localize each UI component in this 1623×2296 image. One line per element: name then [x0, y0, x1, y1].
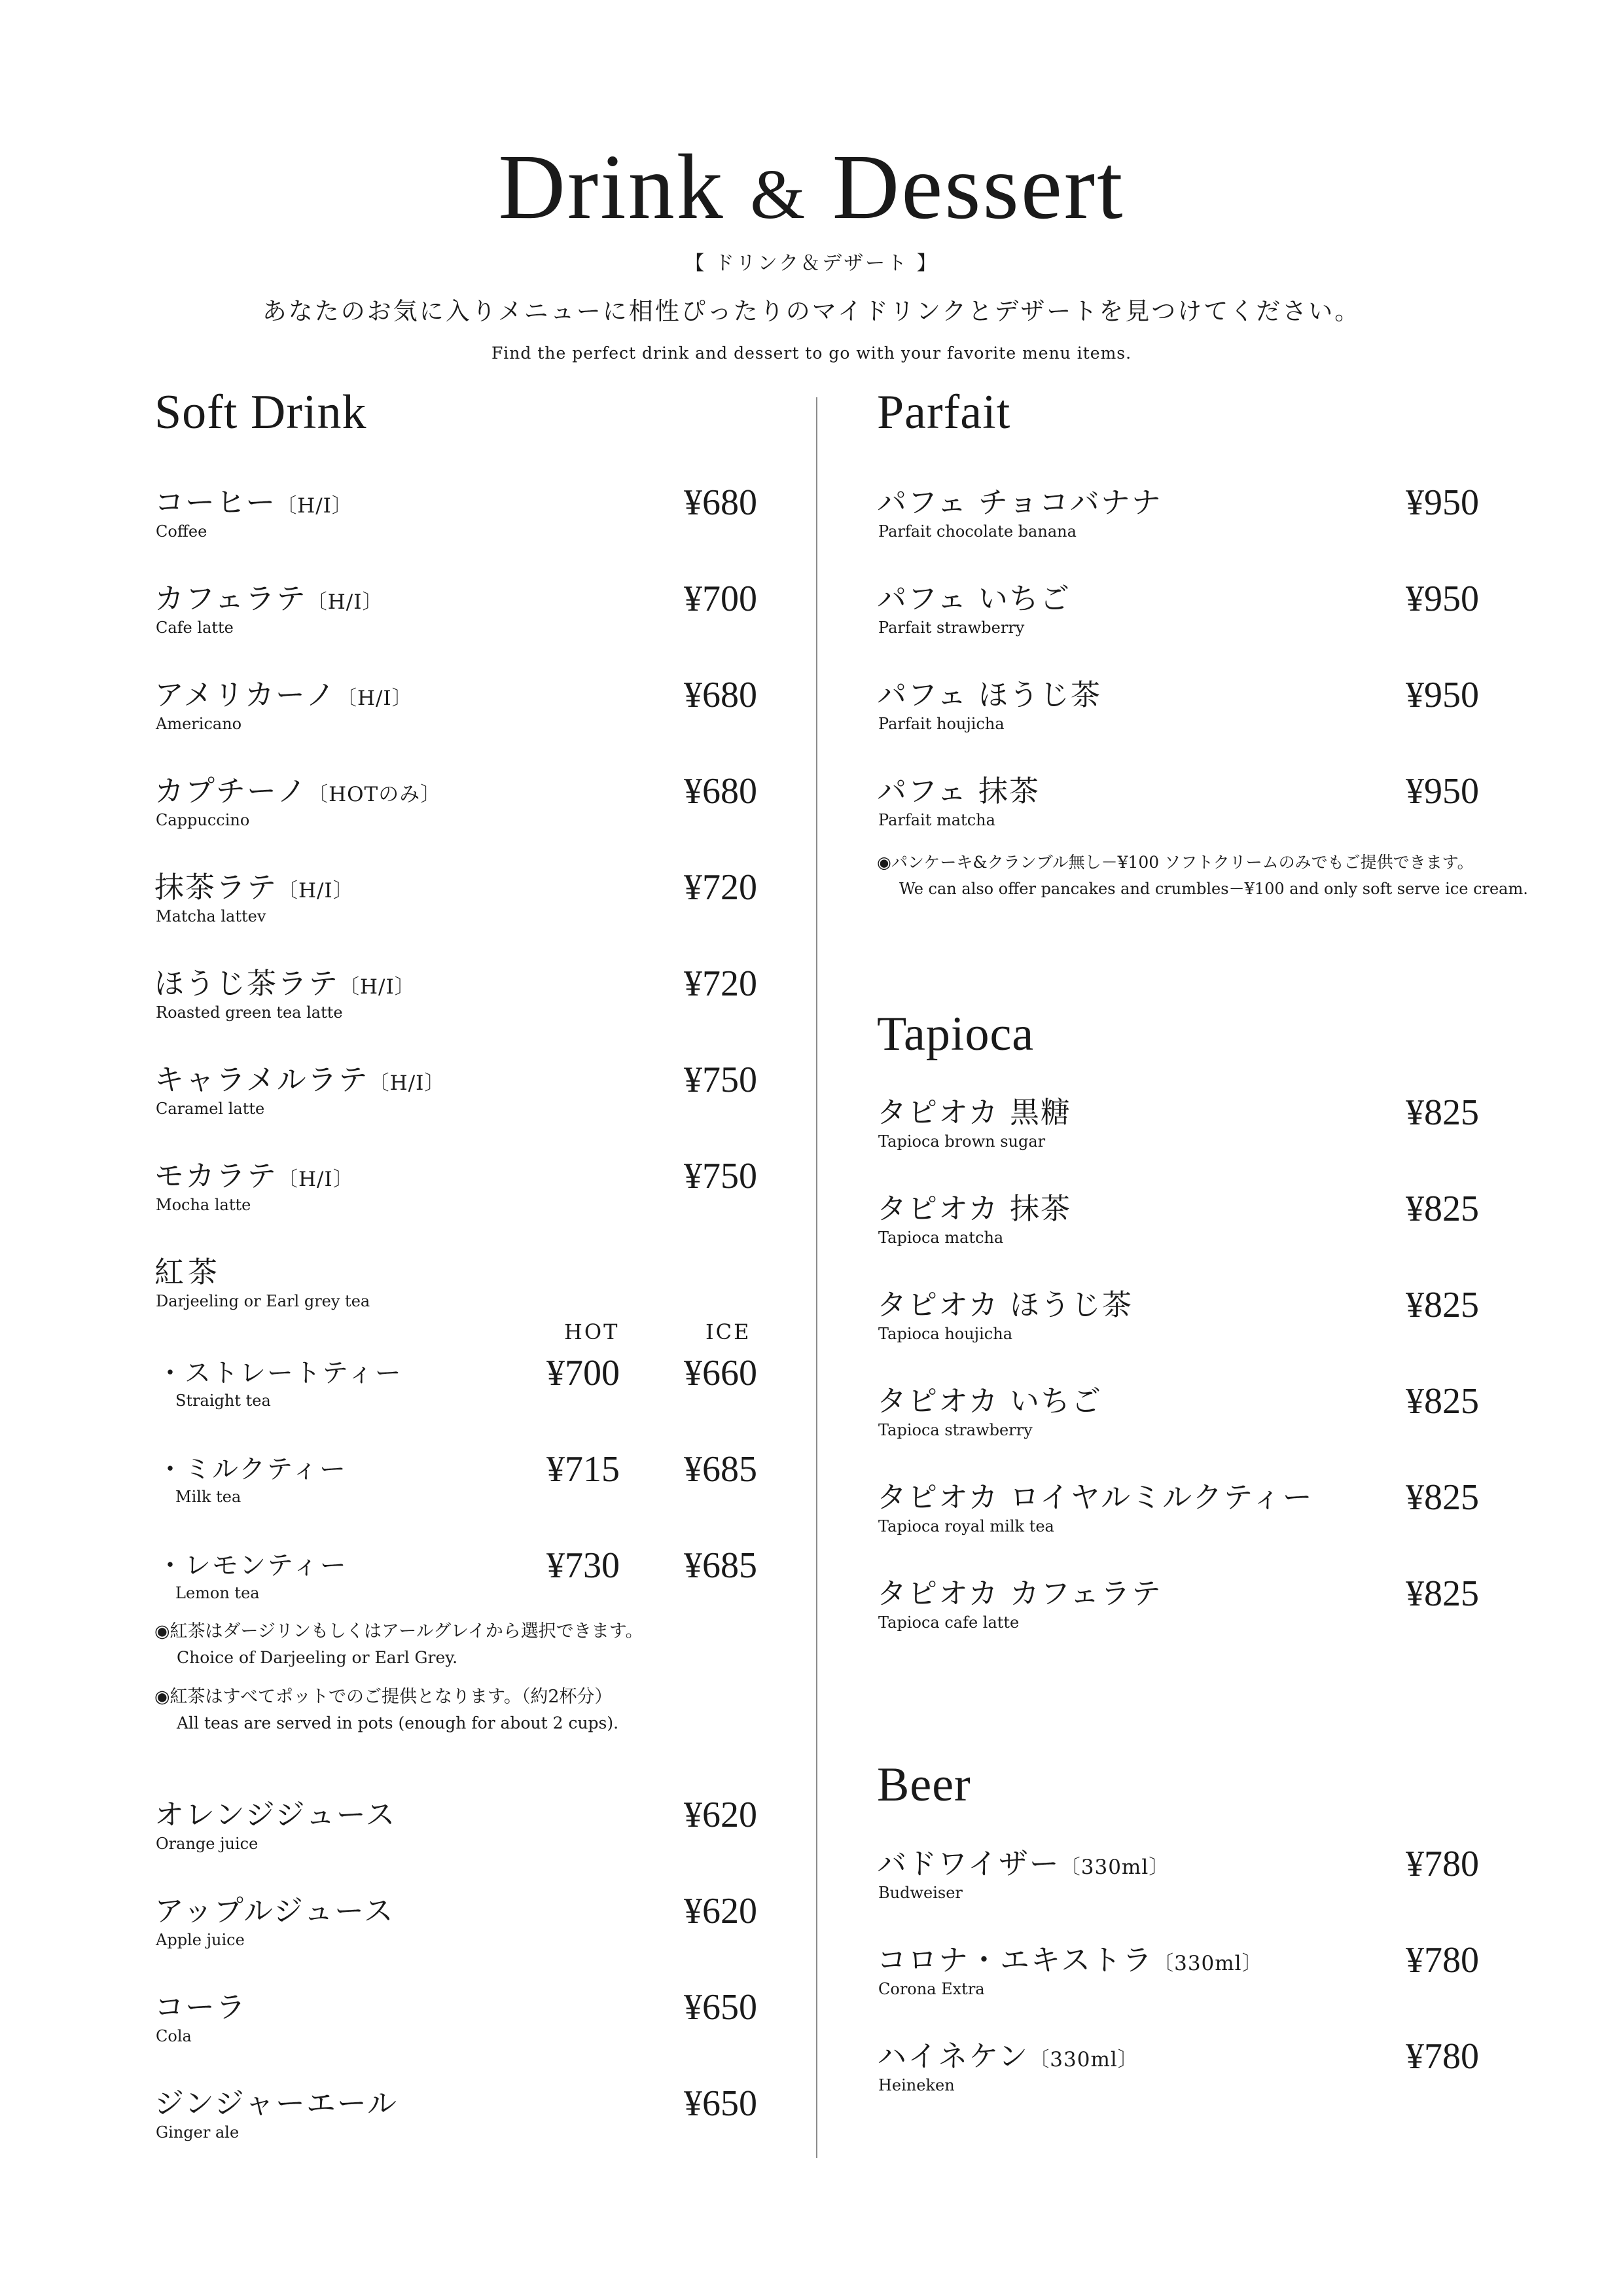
item-name-en: Budweiser — [878, 1884, 963, 1902]
item-name-ja — [154, 484, 353, 524]
item-name-en: Parfait matcha — [878, 811, 995, 829]
item-price: ¥825 — [1406, 1573, 1479, 1614]
item-name-en: Tapioca brown sugar — [878, 1132, 1046, 1151]
page-title-ja: 【 ドリンク＆デザート 】 — [685, 252, 938, 275]
item-price: ¥650 — [684, 2083, 757, 2124]
section-title-beer: Beer — [877, 1758, 971, 1812]
tagline-en: Find the perfect drink and dessert to go with your favorite menu items. — [491, 344, 1132, 363]
item-name-ja: パフェ チョコバナナ — [877, 485, 1162, 520]
note-en: We can also offer pancakes and crumbles－¥100 and only soft serve ice cream. — [899, 880, 1528, 898]
menu-item — [877, 1191, 1479, 1287]
item-name-en: Tapioca royal milk tea — [878, 1517, 1054, 1535]
item-name-en: Apple juice — [156, 1931, 245, 1949]
item-name-en: Cafe latte — [156, 619, 234, 637]
tea-item — [154, 1543, 757, 1640]
menu-item — [154, 1893, 757, 1989]
item-name-ja: タピオカ ほうじ茶 — [877, 1287, 1133, 1322]
page-title — [0, 137, 1623, 244]
item-name-en: Tapioca strawberry — [878, 1421, 1033, 1439]
item-name-text: 抹茶ラテ — [154, 870, 278, 905]
item-name-ja: タピオカ 黒糖 — [877, 1095, 1071, 1130]
item-name-ja — [154, 965, 416, 1005]
menu-item — [877, 1575, 1479, 1672]
item-name-ja: ・レモンティー — [157, 1551, 348, 1581]
item-price: ¥950 — [1406, 579, 1479, 619]
tea-item — [154, 1351, 757, 1447]
note-ja: ◉パンケーキ&クランブル無し－¥100 ソフトクリームのみでもご提供できます。 — [877, 853, 1474, 872]
note-en: Choice of Darjeeling or Earl Grey. — [177, 1648, 458, 1667]
item-name-ja: ・ミルクティー — [157, 1454, 347, 1484]
menu-item — [877, 1942, 1479, 2038]
menu-item — [154, 773, 757, 869]
item-name-en: Straight tea — [175, 1391, 271, 1410]
item-option: 〔H/I〕 — [276, 494, 353, 518]
hot-price: ¥700 — [546, 1353, 620, 1393]
menu-item — [154, 869, 757, 965]
item-name-en: Cola — [156, 2027, 192, 2045]
item-name-text: コロナ・エキストラ — [877, 1943, 1154, 1977]
item-name-en: Parfait chocolate banana — [878, 522, 1077, 541]
item-name-en: Corona Extra — [878, 1980, 985, 1998]
note-ja: ◉紅茶はダージリンもしくはアールグレイから選択できます。 — [154, 1621, 643, 1641]
title-drink: Drink — [498, 135, 725, 238]
item-option: 〔H/I〕 — [368, 1071, 446, 1095]
item-name-text: キャラメルラテ — [154, 1062, 369, 1097]
item-price: ¥825 — [1406, 1381, 1479, 1422]
item-name-ja — [154, 1158, 354, 1198]
item-name-en: Lemon tea — [175, 1584, 260, 1602]
item-name-text: カフェラテ — [154, 581, 307, 616]
item-name-ja — [877, 1846, 1169, 1886]
tea-item — [154, 1447, 757, 1543]
item-name-en: Coffee — [156, 522, 207, 541]
item-price: ¥750 — [684, 1060, 757, 1100]
item-price: ¥700 — [684, 579, 757, 619]
item-option: 〔330ml〕 — [1029, 2048, 1139, 2072]
item-name-text: ハイネケン — [877, 2039, 1029, 2073]
item-option: 〔H/I〕 — [277, 879, 354, 903]
item-name-en: Heineken — [878, 2076, 955, 2094]
item-price: ¥825 — [1406, 1189, 1479, 1229]
menu-item — [877, 1383, 1479, 1479]
item-option: 〔H/I〕 — [339, 975, 416, 999]
item-price: ¥680 — [684, 771, 757, 812]
item-price: ¥950 — [1406, 675, 1479, 715]
item-name-ja: ジンジャーエール — [154, 2086, 398, 2121]
item-price: ¥780 — [1406, 1940, 1479, 1981]
hot-price: ¥715 — [546, 1449, 620, 1490]
item-name-en: Matcha lattev — [156, 907, 266, 925]
item-price: ¥825 — [1406, 1285, 1479, 1325]
tea-title-en: Darjeeling or Earl grey tea — [156, 1292, 370, 1310]
item-name-ja: タピオカ カフェラテ — [877, 1576, 1162, 1611]
item-option: 〔H/I〕 — [277, 1168, 354, 1191]
soft-drink-section — [154, 386, 757, 2181]
item-name-ja: パフェ 抹茶 — [877, 774, 1041, 808]
dessert-beer-column — [877, 386, 1528, 2094]
menu-item — [877, 1479, 1479, 1575]
item-name-text: コーヒー — [154, 485, 277, 520]
menu-item — [154, 965, 757, 1062]
item-price: ¥720 — [684, 867, 757, 908]
item-name-en: Parfait strawberry — [878, 619, 1025, 637]
menu-item — [877, 581, 1479, 677]
menu-item — [154, 677, 757, 773]
item-name-en: Tapioca matcha — [878, 1229, 1004, 1247]
tapioca-section — [877, 1008, 1479, 1672]
item-name-en: Cappuccino — [156, 811, 250, 829]
note-en: All teas are served in pots (enough for about 2 cups). — [177, 1713, 619, 1732]
item-option: 〔H/I〕 — [336, 687, 413, 710]
item-price: ¥950 — [1406, 482, 1479, 523]
item-price: ¥680 — [684, 482, 757, 523]
item-name-ja — [154, 581, 383, 620]
item-name-en: Roasted green tea latte — [156, 1003, 343, 1022]
item-name-en: Mocha latte — [156, 1196, 251, 1214]
ice-price: ¥660 — [684, 1353, 757, 1393]
item-option: 〔HOTのみ〕 — [308, 783, 442, 806]
item-option: 〔330ml〕 — [1153, 1952, 1263, 1975]
item-name-en: Tapioca cafe latte — [878, 1613, 1020, 1632]
ice-column-label: ICE — [705, 1319, 751, 1344]
item-name-ja: タピオカ 抹茶 — [877, 1191, 1071, 1226]
item-price: ¥620 — [684, 1891, 757, 1931]
item-name-ja: タピオカ いちご — [877, 1384, 1102, 1418]
section-title-tapioca: Tapioca — [877, 1007, 1035, 1061]
item-price: ¥780 — [1406, 1844, 1479, 1884]
item-name-en: Caramel latte — [156, 1100, 265, 1118]
tea-title-ja: 紅茶 — [154, 1255, 222, 1289]
menu-item — [877, 1094, 1479, 1191]
item-name-ja — [154, 869, 354, 909]
item-name-text: カプチーノ — [154, 774, 308, 808]
item-price: ¥750 — [684, 1156, 757, 1196]
item-price: ¥650 — [684, 1987, 757, 2028]
menu-item — [877, 484, 1479, 581]
title-dessert: Dessert — [832, 135, 1125, 238]
item-name-en: Milk tea — [175, 1488, 241, 1506]
ice-price: ¥685 — [684, 1545, 757, 1586]
item-name-en: Tapioca houjicha — [878, 1325, 1013, 1343]
item-price: ¥780 — [1406, 2036, 1479, 2077]
item-name-ja — [154, 773, 441, 813]
note-ja: ◉紅茶はすべてポットでのご提供となります。（約2杯分） — [154, 1687, 613, 1707]
tagline-ja: あなたのお気に入りメニューに相性ぴったりのマイドリンクとデザートを見つけてください。 — [262, 297, 1361, 325]
menu-item — [877, 677, 1479, 773]
hot-column-label: HOT — [564, 1319, 620, 1344]
item-price: ¥825 — [1406, 1477, 1479, 1518]
menu-item — [154, 1062, 757, 1158]
menu-item — [154, 1797, 757, 1893]
menu-item — [154, 1989, 757, 2085]
item-name-en: Americano — [156, 715, 242, 733]
title-ampersand: & — [750, 156, 808, 234]
item-name-ja — [877, 2038, 1139, 2078]
menu-item — [154, 484, 757, 581]
item-name-ja: コーラ — [154, 1990, 247, 2024]
item-name-text: モカラテ — [154, 1158, 278, 1193]
item-option: 〔330ml〕 — [1060, 1856, 1170, 1879]
item-name-en: Parfait houjicha — [878, 715, 1005, 733]
item-name-ja — [154, 677, 413, 717]
menu-item — [154, 1158, 757, 1254]
item-name-text: ほうじ茶ラテ — [154, 966, 340, 1001]
menu-item — [877, 1846, 1479, 1942]
item-option: 〔H/I〕 — [306, 590, 383, 614]
item-price: ¥950 — [1406, 771, 1479, 812]
menu-item — [877, 773, 1479, 869]
ice-price: ¥685 — [684, 1449, 757, 1490]
item-price: ¥825 — [1406, 1092, 1479, 1133]
item-name-ja: ・ストレートティー — [157, 1358, 402, 1388]
item-name-ja: パフェ ほうじ茶 — [877, 677, 1102, 712]
item-name-ja: タピオカ ロイヤルミルクティー — [877, 1480, 1313, 1515]
item-name-text: アメリカーノ — [154, 677, 336, 712]
item-price: ¥720 — [684, 963, 757, 1004]
item-name-ja — [154, 1062, 445, 1102]
item-name-ja: アップルジュース — [154, 1893, 395, 1928]
section-title-parfait: Parfait — [877, 386, 1011, 439]
item-name-en: Ginger ale — [156, 2123, 240, 2142]
menu-item — [877, 1287, 1479, 1383]
item-name-ja — [877, 1942, 1263, 1982]
hot-price: ¥730 — [546, 1545, 620, 1586]
parfait-section — [877, 386, 1528, 902]
beer-section — [877, 1759, 1479, 2134]
item-price: ¥620 — [684, 1795, 757, 1835]
menu-item — [877, 2038, 1479, 2134]
menu-item — [154, 2085, 757, 2181]
section-title-soft-drink: Soft Drink — [154, 386, 367, 439]
item-price: ¥680 — [684, 675, 757, 715]
item-name-en: Orange juice — [156, 1835, 259, 1853]
item-name-ja: オレンジジュース — [154, 1797, 397, 1832]
page-header — [0, 137, 1623, 363]
column-divider — [816, 397, 817, 2158]
item-name-text: バドワイザー — [877, 1846, 1060, 1881]
tea-header — [154, 1254, 757, 1351]
item-name-ja: パフェ いちご — [877, 581, 1071, 616]
menu-item — [154, 581, 757, 677]
